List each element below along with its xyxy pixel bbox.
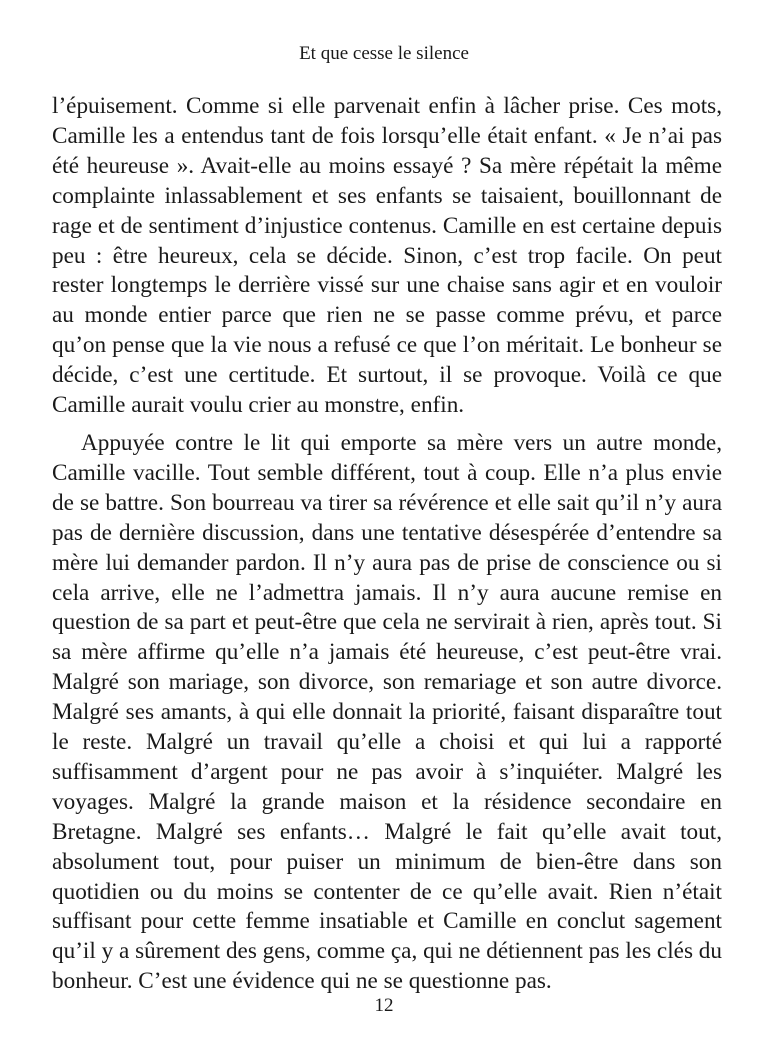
paragraph-2: Appuyée contre le lit qui emporte sa mère vers un autre monde, Camille vacille. Tout semble différent, tout à coup. Elle n’a plus envie de se battre. Son bourreau va tirer sa révérence et elle sait qu’il n’y aura pas de dernière discussion, dans une tentative désespérée d’entendre sa mère lui demander pardon. Il n’y aura pas de prise de conscience ou si cela arrive, elle ne l’admettra jamais. Il n’y aura aucune remise en question de sa part et peut-être que cela ne servirait à rien, après tout. Si sa mère affirme qu’elle n’a jamais été heureuse, c’est peut-être vrai. Malgré son mariage, son divorce, son remariage et son autre divorce. Malgré ses amants, à qui elle donnait la priorité, faisant disparaître tout le reste. Malgré un travail qu’elle a choisi et qui lui a rapporté suffisamment d’argent pour ne pas avoir à s’inquiéter. Malgré les voyages. Malgré la grande maison et la résidence secondaire en Bretagne. Malgré ses enfants… Malgré le fait qu’elle avait tout, absolument tout, pour puiser un minimum de bien-être dans son quotidien ou du moins se contenter de ce qu’elle avait. Rien n’était suffisant pour cette femme insatiable et Camille en conclut sagement qu’il y a sûrement des gens, comme ça, qui ne détiennent pas les clés du bonheur. C’est une évidence qui ne se questionne pas. <box>52 429 722 995</box>
paragraph-1: l’épuisement. Comme si elle parvenait enfin à lâcher prise. Ces mots, Camille les a entendus tant de fois lorsqu’elle était enfant. « Je n’ai pas été heureuse ». Avait-elle au moins essayé ? Sa mère répétait la même complainte inlassablement et ses enfants se taisaient, bouillonnant de rage et de sentiment d’injustice contenus. Camille en est certaine depuis peu : être heureux, cela se décide. Sinon, c’est trop facile. On peut rester longtemps le derrière vissé sur une chaise sans agir et en vouloir au monde entier parce que rien ne se passe comme prévu, et parce qu’on pense que la vie nous a refusé ce que l’on méritait. Le bonheur se décide, c’est une certitude. Et surtout, il se provoque. Voilà ce que Camille aurait voulu crier au monstre, enfin. <box>52 93 722 419</box>
running-header: Et que cesse le silence <box>299 43 469 64</box>
body-text <box>52 92 722 997</box>
page-number: 12 <box>374 995 394 1016</box>
